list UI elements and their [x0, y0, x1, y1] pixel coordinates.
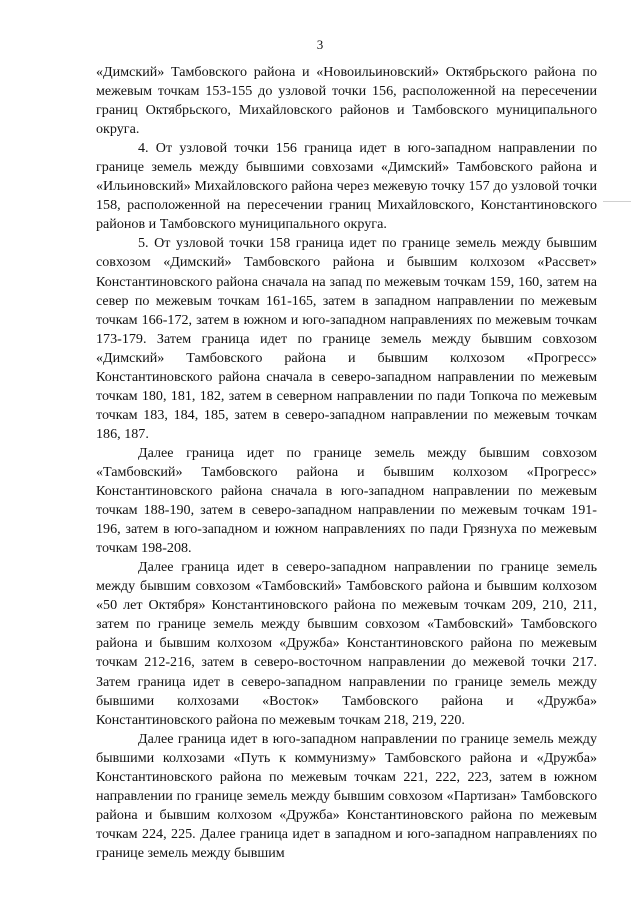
paragraph: Далее граница идет в юго-западном направлении по границе земель между бывшими колхозами «Путь к коммунизму» Тамбовского района и «Дружба» Константиновского района по межевым точкам 221, 222, 223, затем в южном направлении по границе земель между бывшим совхозом «Партизан» Тамбовского района и бывшим колхозом «Дружба» Константиновского района по межевым точкам 224, 225. Далее граница идет в западном и юго-западном направлениях по границе земель между бывшим	[96, 730, 597, 861]
paragraph-item-5: 5. От узловой точки 158 граница идет по границе земель между бывшим совхозом «Димский» Тамбовского района и бывшим колхозом «Рассвет» Константиновского района сначала на запад по межевым точкам 159, 160, затем на север по межевым точкам 161-165, затем в западном направлении по межевым точкам 166-172, затем в южном и юго-западном направлениях по межевым точкам 173-179. Затем граница идет по границе земель между бывшим совхозом «Димский» Тамбовского района и бывшим колхозом «Прогресс» Константиновского района сначала в северо-западном направлении по межевым точкам 180, 181, 182, затем в северном направлении по пади Топкоча по межевым точкам 183, 184, 185, затем в северо-западном направлении по межевым точкам 186, 187.	[96, 235, 597, 442]
paragraph-item-4: 4. От узловой точки 156 граница идет в юго-западном направлении по границе земель между бывшими совхозами «Димский» Тамбовского района и «Ильиновский» Михайловского района через межевую точку 157 до узловой точки 158, расположенной на пересечении границ Михайловского, Константиновского районов и Тамбовского муниципального округа.	[96, 140, 597, 233]
margin-line	[603, 201, 631, 202]
page-number: 3	[316, 37, 324, 52]
document-body	[96, 63, 597, 863]
paragraph: Далее граница идет по границе земель между бывшим совхозом «Тамбовский» Тамбовского района и бывшим колхозом «Прогресс» Константиновского района сначала в юго-западном направлении по межевым точкам 188-190, затем в северо-западном направлении по межевым точкам 191-196, затем в юго-западном и южном направлениях по пади Грязнуха по межевым точкам 198-208.	[96, 444, 597, 557]
paragraph: Далее граница идет в северо-западном направлении по границе земель между бывшим совхозом «Тамбовский» Тамбовского района и бывшим колхозом «50 лет Октября» Константиновского района по межевым точкам 209, 210, 211, затем по границе земель между бывшим совхозом «Тамбовский» Тамбовского района и бывшим колхозом «Дружба» Константиновского района по межевым точкам 212-216, затем в северо-восточном направлении до межевой точки 217. Затем граница идет в северо-западном направлении по границе земель между бывшими колхозами «Восток» Тамбовского района и «Дружба» Константиновского района по межевым точкам 218, 219, 220.	[96, 559, 597, 728]
paragraph-continuation: «Димский» Тамбовского района и «Новоильиновский» Октябрьского района по межевым точкам 153-155 до узловой точки 156, расположенной на пересечении границ Октябрьского, Михайловского районов и Тамбовского муниципального округа.	[96, 64, 597, 138]
